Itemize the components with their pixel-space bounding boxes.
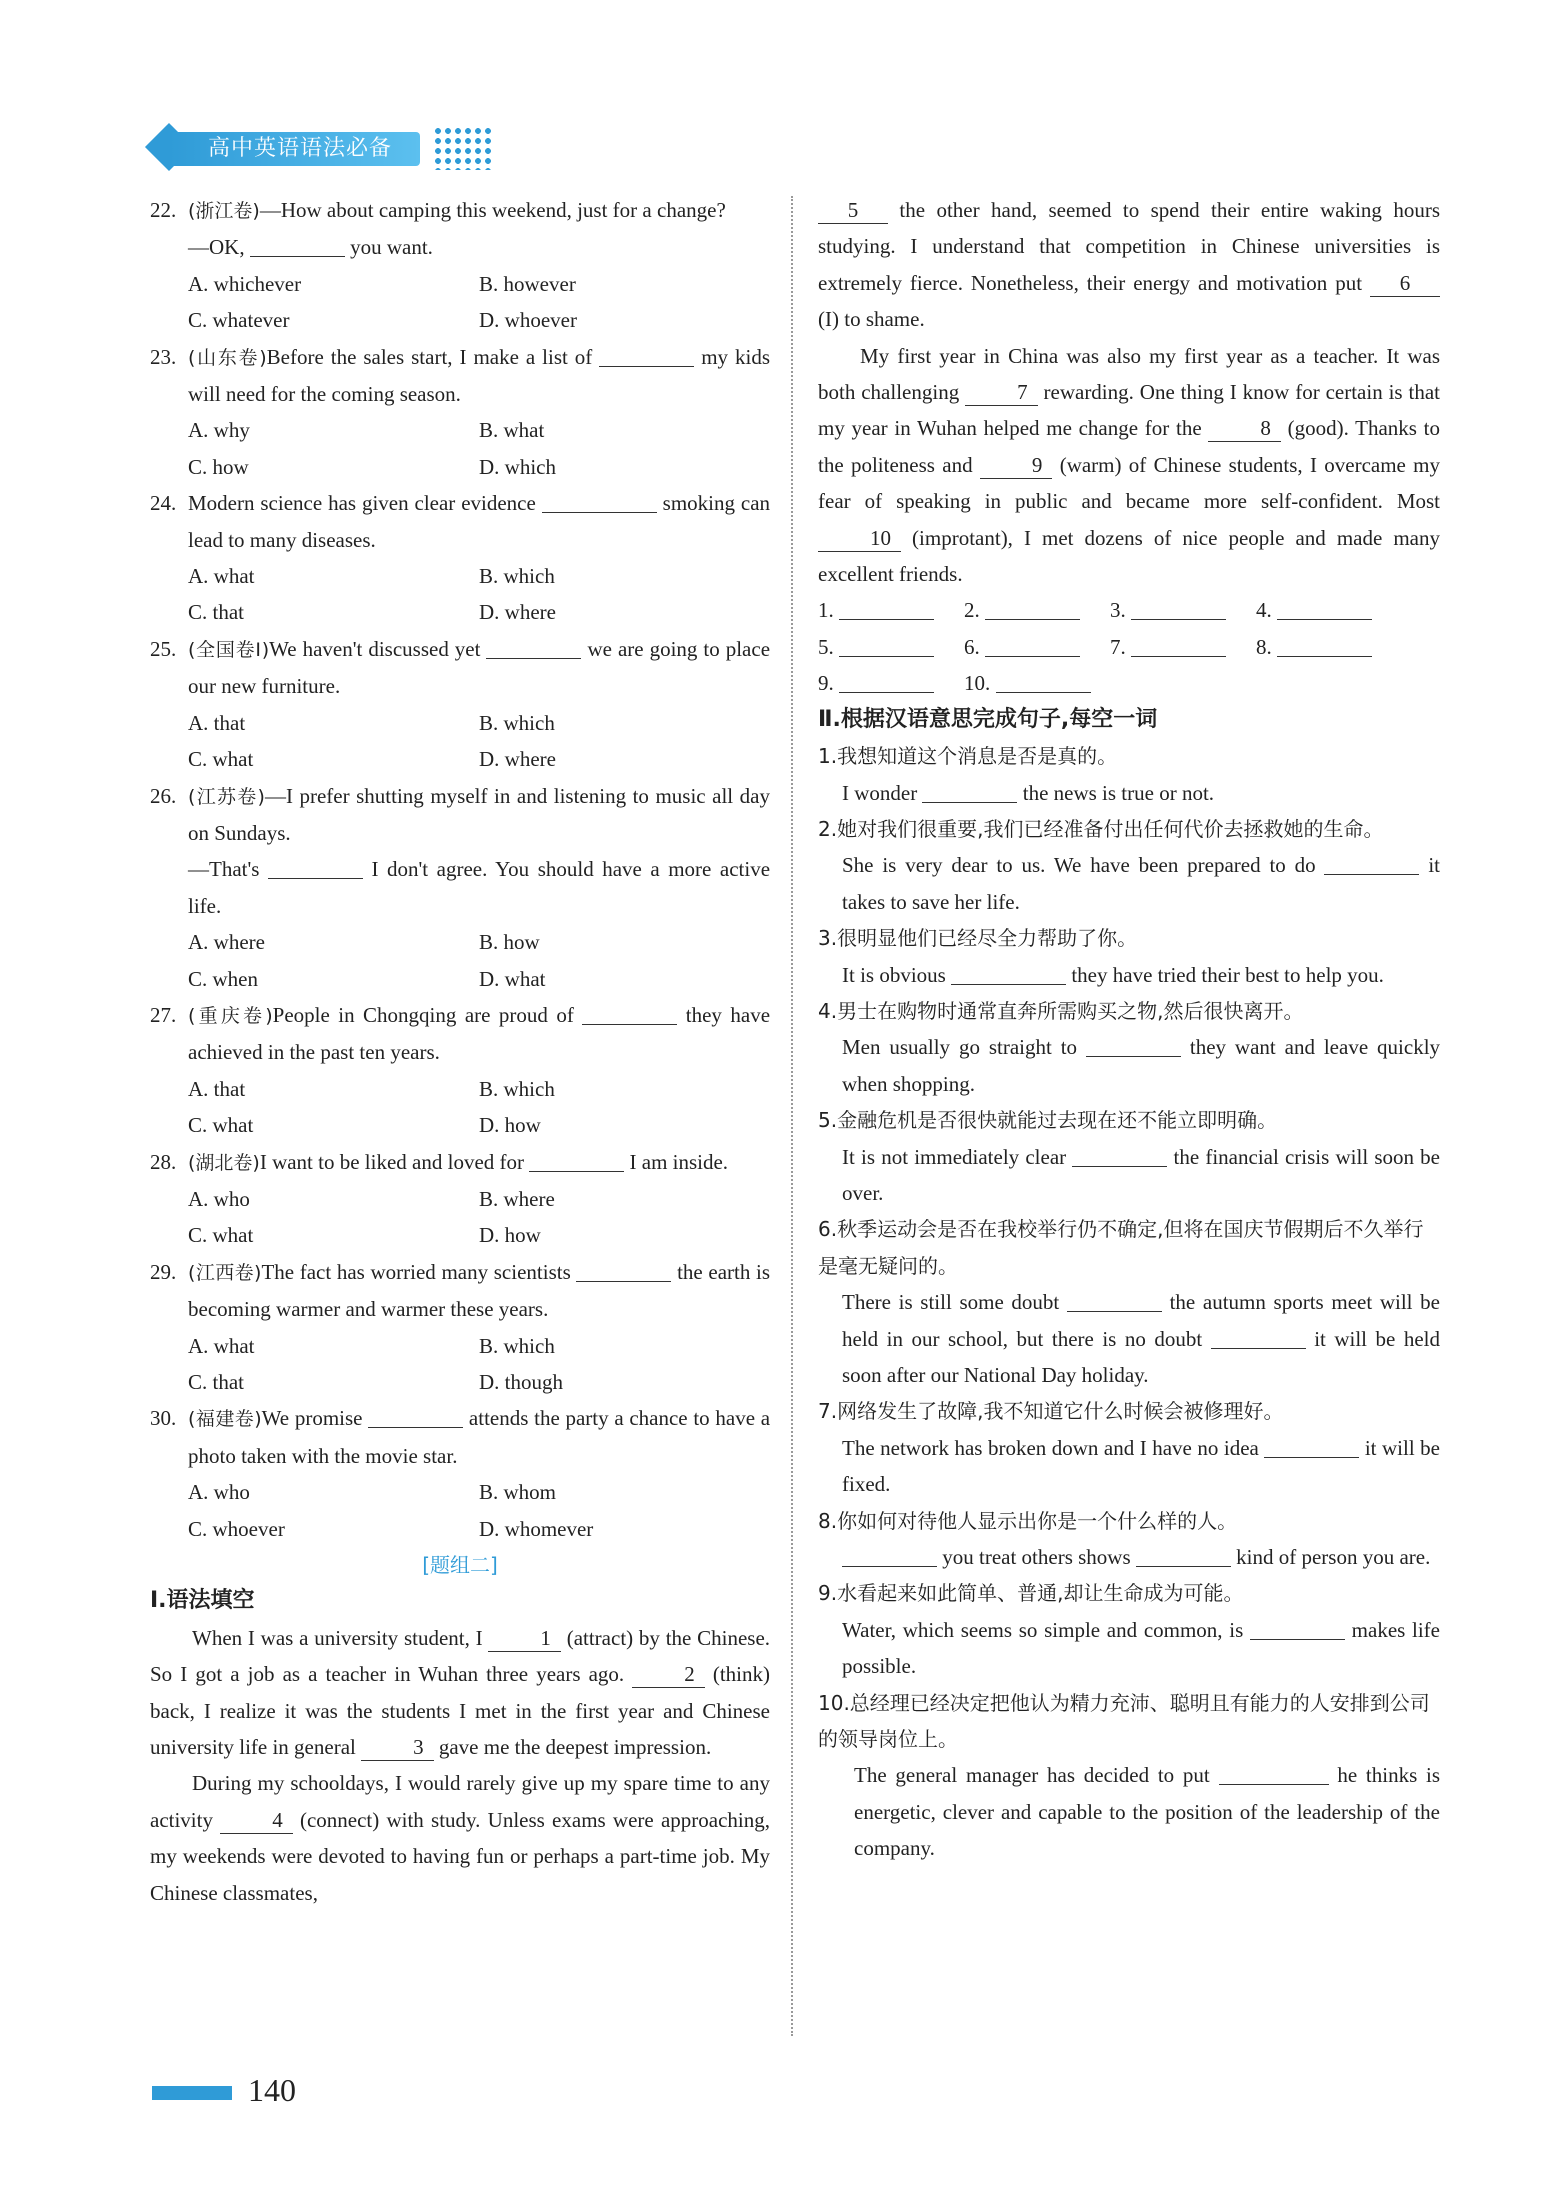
option-b[interactable]: B. where xyxy=(479,1186,555,1211)
option-d[interactable]: D. which xyxy=(479,454,556,479)
sentence-10-chinese: 10.总经理已经决定把他认为精力充沛、聪明且有能力的人安排到公司的领导岗位上。 xyxy=(818,1690,1430,1752)
option-c[interactable]: C. that xyxy=(188,1370,244,1394)
option-d[interactable]: D. whomever xyxy=(479,1516,594,1541)
options-row xyxy=(150,1217,770,1253)
source-tag: (山东卷) xyxy=(188,346,267,369)
sentence-text: the autumn sports meet will be held in our school, but there is no doubt xyxy=(842,1290,1440,1351)
page-header xyxy=(148,120,508,180)
passage-text: (warm) of Chinese students, I overcame my fear of speaking in public and became more self-confident. Most xyxy=(818,452,1441,514)
answer-blank[interactable] xyxy=(1136,1542,1231,1567)
sentence-text: Water, which seems so simple and common, is xyxy=(842,1617,1244,1642)
option-d[interactable]: D. where xyxy=(479,747,556,772)
question-28 xyxy=(150,1144,770,1181)
answer-row xyxy=(818,592,1440,628)
question-text: my kids will need for the coming season. xyxy=(188,344,771,407)
answer-label: 8. xyxy=(1256,634,1272,659)
sentence-text: they want and leave quickly when shopping. xyxy=(842,1035,1441,1096)
option-a[interactable]: A. who xyxy=(188,1480,250,1505)
sentence-3-chinese: 3.很明显他们已经尽全力帮助了你。 xyxy=(818,926,1138,951)
answer-blank[interactable] xyxy=(1067,1287,1162,1312)
sentence-5-chinese: 5.金融危机是否很快就能过去现在还不能立即明确。 xyxy=(818,1108,1278,1133)
answer-blank[interactable] xyxy=(1086,1032,1181,1057)
question-text: —That's xyxy=(188,857,260,882)
question-number: 25. xyxy=(150,636,177,661)
answer-row xyxy=(818,629,1440,665)
source-tag: (福建卷) xyxy=(188,1408,262,1431)
sentence-7-chinese: 7.网络发生了故障,我不知道它什么时候会被修理好。 xyxy=(818,1399,1284,1424)
question-24 xyxy=(150,485,770,558)
column-divider xyxy=(791,196,793,2036)
answer-blank[interactable] xyxy=(599,342,694,367)
option-b[interactable]: B. which xyxy=(479,564,555,589)
sentence-text: It is obvious xyxy=(842,962,946,987)
answer-blank[interactable] xyxy=(1072,1142,1167,1167)
blank-5[interactable]: 5 xyxy=(818,197,888,224)
answer-label: 6. xyxy=(964,634,980,659)
question-text: I want to be liked and loved for xyxy=(259,1149,524,1174)
options-row xyxy=(150,741,770,777)
sentence-text: She is very dear to us. We have been prepared to do xyxy=(842,853,1316,878)
sentence-6-english xyxy=(818,1284,1440,1393)
passage-text: My first year in China was also my first year as a teacher. It was both challenging xyxy=(818,343,1440,405)
answer-line[interactable] xyxy=(839,632,934,657)
question-number: 24. xyxy=(150,491,177,516)
sentence-text: I wonder xyxy=(842,780,918,805)
question-text: The fact has worried many scientists xyxy=(261,1259,571,1284)
answer-blank[interactable] xyxy=(1264,1433,1359,1458)
sentence-text: The network has broken down and I have no idea xyxy=(842,1435,1259,1460)
options-row xyxy=(150,1511,770,1547)
passage-text: the other hand, seemed to spend their entire waking hours studying. I understand that competition in Chinese universities is extremely fierce. Nonetheless, their energy and motivation put xyxy=(818,198,1440,295)
question-29 xyxy=(150,1254,770,1328)
option-c[interactable]: C. what xyxy=(188,747,254,772)
question-26 xyxy=(150,778,770,925)
answer-line[interactable] xyxy=(839,595,934,620)
answer-label: 10. xyxy=(964,671,991,696)
options-row xyxy=(150,558,770,594)
sentence-10-english xyxy=(818,1757,1440,1866)
options-row xyxy=(150,412,770,448)
options-row xyxy=(150,594,770,630)
option-a[interactable]: A. what xyxy=(188,564,255,589)
passage-paragraph-2-continued xyxy=(818,192,1440,338)
option-c[interactable]: C. what xyxy=(188,1223,254,1248)
question-number: 23. xyxy=(150,344,177,369)
question-text: we are going to place our new furniture. xyxy=(188,636,771,699)
sentence-text: it will be fixed. xyxy=(842,1435,1440,1497)
question-text: I don't agree. You should have a more active life. xyxy=(188,857,771,918)
answer-blank[interactable] xyxy=(1211,1324,1306,1349)
options-row xyxy=(150,1474,770,1510)
option-b[interactable]: B. which xyxy=(479,1333,555,1358)
answer-blank[interactable] xyxy=(1324,850,1419,875)
answer-line[interactable] xyxy=(996,668,1091,693)
options-row xyxy=(150,961,770,997)
passage-text: (think) back, I realize it was the students I met in the first year and Chinese university life in general xyxy=(150,1662,771,1760)
section-2-title: Ⅱ.根据汉语意思完成句子,每空一词 xyxy=(818,706,1158,732)
source-tag: (江苏卷) xyxy=(188,785,265,808)
sentence-8-english xyxy=(818,1539,1440,1575)
sentence-text: kind of person you are. xyxy=(1236,1545,1431,1570)
passage-text: When I was a university student, I xyxy=(192,1625,483,1650)
source-tag: (湖北卷) xyxy=(188,1151,260,1174)
left-column xyxy=(150,192,770,1911)
sentence-text: it takes to save her life. xyxy=(842,853,1440,914)
blank-1[interactable]: 1 xyxy=(488,1625,561,1652)
answer-label: 4. xyxy=(1256,598,1272,623)
header-title: 高中英语语法必备 xyxy=(208,136,393,161)
answer-blank[interactable] xyxy=(922,778,1017,803)
answer-blank[interactable] xyxy=(576,1257,671,1282)
option-a[interactable]: A. where xyxy=(188,930,265,955)
answer-label: 7. xyxy=(1110,634,1126,659)
answer-line[interactable] xyxy=(1277,595,1372,620)
sentence-4-chinese: 4.男士在购物时通常直奔所需购买之物,然后很快离开。 xyxy=(818,998,1304,1023)
options-row xyxy=(150,1364,770,1400)
answer-blank[interactable] xyxy=(250,232,345,257)
blank-4[interactable]: 4 xyxy=(220,1807,293,1834)
question-text: I am inside. xyxy=(629,1149,729,1174)
question-text: attends the party a chance to have a photo taken with the movie star. xyxy=(188,1406,771,1468)
blank-10[interactable]: 10 xyxy=(818,525,901,552)
group-title: [题组二] xyxy=(422,1553,498,1578)
question-text: the earth is becoming warmer and warmer these years. xyxy=(188,1259,771,1322)
answer-label: 1. xyxy=(818,598,834,623)
option-c[interactable]: C. how xyxy=(188,454,249,479)
sentence-1-english xyxy=(818,775,1440,811)
question-text: smoking can lead to many diseases. xyxy=(188,491,771,552)
question-text: People in Chongqing are proud of xyxy=(272,1002,574,1027)
question-text: —OK, xyxy=(188,235,245,260)
answer-blank[interactable] xyxy=(842,1542,937,1567)
sentence-8-chinese: 8.你如何对待他人显示出你是一个什么样的人。 xyxy=(818,1508,1238,1533)
answer-row xyxy=(818,665,1440,701)
option-d[interactable]: D. where xyxy=(479,600,556,625)
option-d[interactable]: D. what xyxy=(479,966,546,991)
sentence-text: the financial crisis will soon be over. xyxy=(842,1144,1441,1205)
question-text: you want. xyxy=(350,235,433,260)
answer-label: 5. xyxy=(818,634,834,659)
option-d[interactable]: D. though xyxy=(479,1370,563,1394)
option-b[interactable]: B. how xyxy=(479,930,540,955)
source-tag: (浙江卷) xyxy=(188,200,260,222)
answer-line[interactable] xyxy=(985,632,1080,657)
passage-text: During my schooldays, I would rarely give up my spare time to any activity xyxy=(150,1771,770,1832)
options-row xyxy=(150,924,770,960)
source-tag: (重庆卷) xyxy=(188,1004,273,1027)
page-number: 140 xyxy=(248,2072,296,2108)
question-number: 30. xyxy=(150,1406,177,1431)
passage-paragraph-3 xyxy=(818,338,1440,593)
answer-line[interactable] xyxy=(1131,595,1226,620)
option-a[interactable]: A. that xyxy=(188,1076,246,1101)
blank-6[interactable]: 6 xyxy=(1370,270,1440,297)
option-a[interactable]: A. why xyxy=(188,418,250,443)
question-text: —How about camping this weekend, just for a change? xyxy=(259,198,726,222)
option-b[interactable]: B. which xyxy=(479,1076,555,1101)
question-text: Modern science has given clear evidence xyxy=(188,491,536,516)
option-a[interactable]: A. whichever xyxy=(188,271,302,296)
option-b[interactable]: B. what xyxy=(479,418,545,443)
answer-label: 2. xyxy=(964,598,980,623)
sentence-3-english xyxy=(818,957,1440,993)
blank-2[interactable]: 2 xyxy=(632,1661,705,1688)
answer-blank[interactable] xyxy=(542,488,657,513)
answer-label: 9. xyxy=(818,671,834,696)
option-b[interactable]: B. which xyxy=(479,710,555,735)
sentence-9-english xyxy=(818,1612,1440,1685)
passage-text: rewarding. One thing I know for certain is that my year in Wuhan helped me change for the xyxy=(818,380,1440,441)
options-row xyxy=(150,449,770,485)
passage-text: (connect) with study. Unless exams were approaching, my weekends were devoted to having fun or perhaps a part-time job. My Chinese classmates, xyxy=(150,1807,771,1905)
option-a[interactable]: A. who xyxy=(188,1186,250,1211)
answer-blank[interactable] xyxy=(1250,1615,1345,1640)
option-a[interactable]: A. what xyxy=(188,1333,255,1358)
sentence-text: It is not immediately clear xyxy=(842,1144,1067,1169)
answer-blank[interactable] xyxy=(951,960,1066,985)
sentence-7-english xyxy=(818,1430,1440,1503)
blank-3[interactable]: 3 xyxy=(361,1734,434,1761)
right-column xyxy=(818,192,1440,1867)
option-a[interactable]: A. that xyxy=(188,710,246,735)
passage-text: (I) to shame. xyxy=(818,307,925,332)
option-c[interactable]: C. what xyxy=(188,1113,254,1138)
question-number: 29. xyxy=(150,1259,177,1284)
option-d[interactable]: D. how xyxy=(479,1113,541,1138)
option-c[interactable]: C. that xyxy=(188,600,244,625)
question-text: We promise xyxy=(261,1406,363,1431)
passage-text: (attract) by the Chinese. So I got a job as a teacher in Wuhan three years ago. xyxy=(150,1625,771,1687)
sentence-5-english xyxy=(818,1139,1440,1212)
question-text: they have achieved in the past ten years. xyxy=(188,1002,771,1065)
answer-blank[interactable] xyxy=(529,1147,624,1172)
option-c[interactable]: C. when xyxy=(188,966,258,991)
option-d[interactable]: D. how xyxy=(479,1223,541,1248)
passage-paragraph-1 xyxy=(150,1620,770,1766)
sentence-6-chinese: 6.秋季运动会是否在我校举行仍不确定,但将在国庆节假期后不久举行是毫无疑问的。 xyxy=(818,1217,1424,1278)
source-tag: (江西卷) xyxy=(188,1261,262,1284)
header-dots-icon xyxy=(433,126,493,170)
question-text: —I prefer shutting myself in and listening to music all day on Sundays. xyxy=(188,783,770,845)
options-row xyxy=(150,302,770,338)
answer-blank[interactable] xyxy=(1219,1760,1329,1785)
passage-text: (good). Thanks to the politeness and xyxy=(818,416,1441,477)
option-d[interactable]: D. whoever xyxy=(479,308,577,333)
sentence-text: There is still some doubt xyxy=(842,1290,1060,1315)
question-number: 28. xyxy=(150,1149,177,1174)
options-row xyxy=(150,1107,770,1143)
question-number: 22. xyxy=(150,198,177,222)
answer-label: 3. xyxy=(1110,598,1126,623)
passage-paragraph-2 xyxy=(150,1765,770,1911)
sentence-text: it will be held soon after our National Day holiday. xyxy=(842,1326,1440,1387)
option-c[interactable]: C. whoever xyxy=(188,1516,285,1541)
sentence-4-english xyxy=(818,1029,1440,1102)
sentence-text: they have tried their best to help you. xyxy=(1071,962,1384,987)
sentence-2-chinese: 2.她对我们很重要,我们已经准备付出任何代价去拯救她的生命。 xyxy=(818,816,1384,841)
footer-bar xyxy=(152,2086,232,2100)
options-row xyxy=(150,705,770,741)
answer-blank[interactable] xyxy=(486,634,581,659)
answer-line[interactable] xyxy=(1277,632,1372,657)
sentence-text: the news is true or not. xyxy=(1022,780,1215,805)
blank-8[interactable]: 8 xyxy=(1208,415,1281,442)
question-number: 27. xyxy=(150,1002,177,1027)
question-23 xyxy=(150,339,770,413)
options-row xyxy=(150,1181,770,1217)
answer-blank[interactable] xyxy=(582,1000,677,1025)
answer-blank[interactable] xyxy=(368,1403,463,1428)
question-text: We haven't discussed yet xyxy=(269,636,481,661)
question-25 xyxy=(150,631,770,705)
answer-line[interactable] xyxy=(1131,632,1226,657)
section-1-title: Ⅰ.语法填空 xyxy=(150,1588,255,1614)
sentence-text: you treat others shows xyxy=(942,1545,1131,1570)
options-row xyxy=(150,1328,770,1364)
sentence-text: makes life possible. xyxy=(842,1617,1440,1679)
option-b[interactable]: B. however xyxy=(479,271,576,296)
option-b[interactable]: B. whom xyxy=(479,1480,557,1505)
sentence-text: he thinks is energetic, clever and capable to the position of the leadership of the company. xyxy=(854,1763,1441,1861)
passage-text: gave me the deepest impression. xyxy=(438,1735,712,1760)
sentence-9-chinese: 9.水看起来如此简单、普通,却让生命成为可能。 xyxy=(818,1581,1244,1606)
answer-line[interactable] xyxy=(839,668,934,693)
answer-line[interactable] xyxy=(985,595,1080,620)
blank-7[interactable]: 7 xyxy=(965,379,1038,406)
options-row xyxy=(150,266,770,302)
question-27 xyxy=(150,997,770,1071)
source-tag: (全国卷Ⅰ) xyxy=(188,638,270,661)
question-number: 26. xyxy=(150,783,177,808)
blank-9[interactable]: 9 xyxy=(980,452,1053,479)
passage-text: (improtant), I met dozens of nice people and made many excellent friends. xyxy=(818,525,1440,587)
option-c[interactable]: C. whatever xyxy=(188,308,290,333)
sentence-text: Men usually go straight to xyxy=(842,1035,1078,1060)
sentence-text: The general manager has decided to put xyxy=(854,1763,1210,1788)
answer-blank[interactable] xyxy=(268,854,363,879)
options-row xyxy=(150,1071,770,1107)
sentence-1-chinese: 1.我想知道这个消息是否是真的。 xyxy=(818,744,1118,769)
question-text: Before the sales start, I make a list of xyxy=(266,344,593,369)
sentence-2-english xyxy=(818,847,1440,920)
question-22 xyxy=(150,192,770,266)
question-30 xyxy=(150,1400,770,1474)
